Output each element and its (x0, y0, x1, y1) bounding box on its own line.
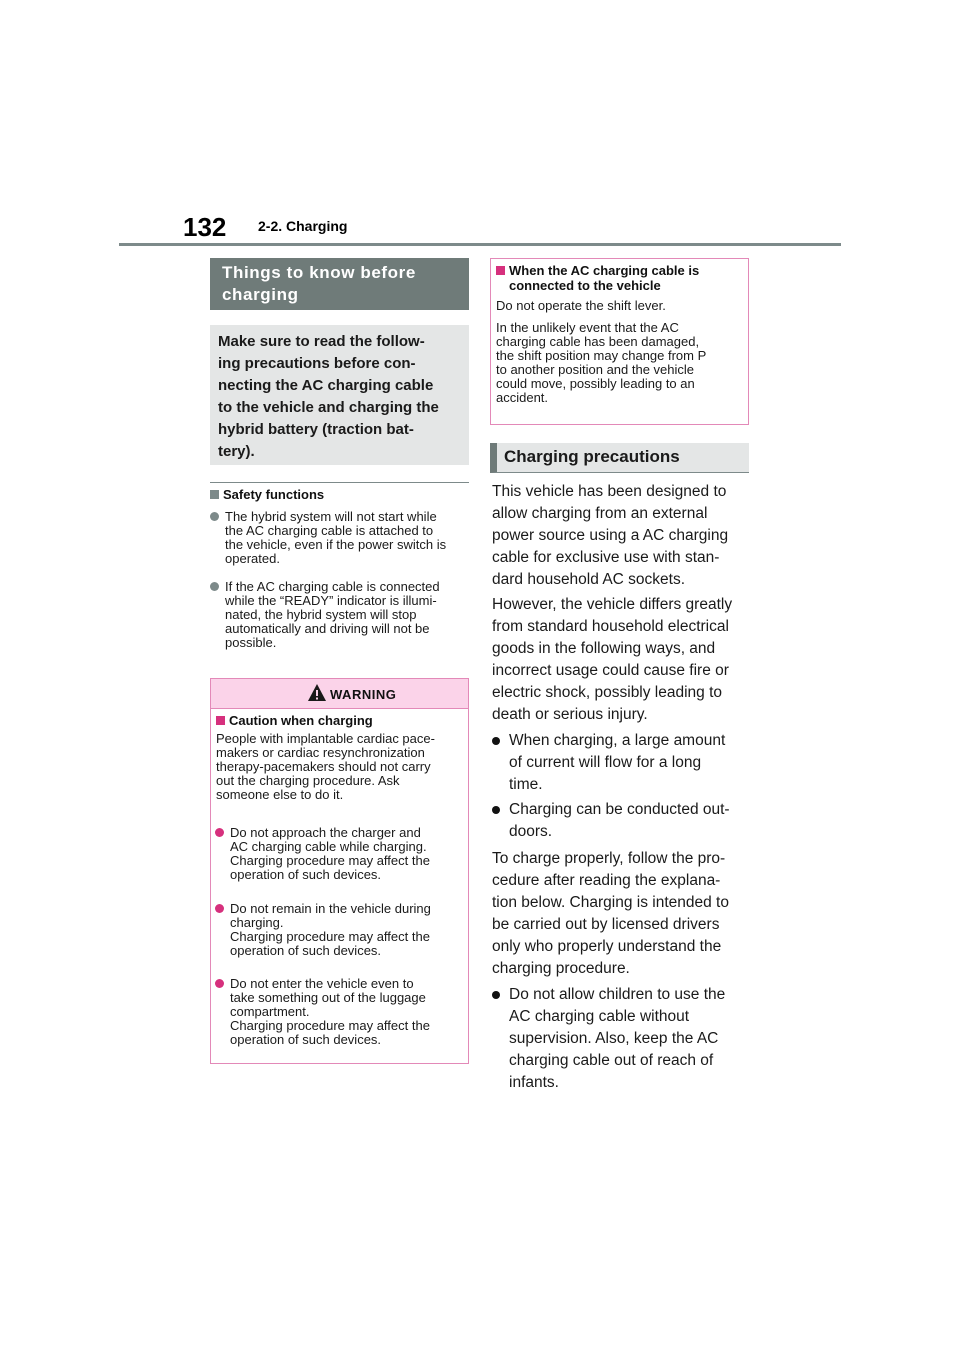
bullet-line: of current will flow for a long (509, 754, 702, 771)
body-line: from standard household electrical (492, 618, 729, 635)
bullet-line: Charging procedure may affect the (230, 853, 430, 868)
warning-header (211, 679, 468, 708)
bullet-dot-icon (492, 991, 500, 999)
header-divider (119, 243, 841, 246)
ac-box-heading (496, 263, 699, 293)
things-to-know-title (210, 258, 469, 310)
bullet-line: supervision. Also, keep the AC (509, 1030, 719, 1047)
list-item (210, 510, 446, 566)
bullet-dot-icon (215, 979, 224, 988)
bullet-dot-icon (215, 904, 224, 913)
square-bullet-icon (210, 490, 219, 499)
safety-heading-text: Safety functions (223, 487, 325, 502)
bullet-dot-icon (215, 828, 224, 837)
intro-line: necting the AC charging cable (218, 377, 434, 394)
bullet-dot-icon (492, 806, 500, 814)
paragraph-1 (492, 481, 728, 591)
things-title-line: Things to know before (222, 263, 416, 282)
ac-para-line: In the unlikely event that the AC (496, 320, 679, 335)
bullet-line: operated. (225, 551, 280, 566)
ac-para-line: to another position and the vehicle (496, 362, 695, 377)
square-bullet-icon (496, 266, 505, 275)
intro-line: hybrid battery (traction bat- (218, 421, 414, 438)
body-line: cable for exclusive use with stan- (492, 549, 720, 566)
square-bullet-icon (216, 716, 225, 725)
bullet-line: charging. (230, 915, 284, 930)
warning-triangle-icon (307, 683, 327, 703)
bullet-line: Charging procedure may affect the (230, 1018, 430, 1033)
bullet-line: Do not enter the vehicle even to (230, 976, 414, 991)
caution-paragraph (216, 732, 435, 802)
bullet-line: while the “READY” indicator is illumi- (225, 593, 437, 608)
caution-line: therapy-pacemakers should not carry (216, 759, 431, 774)
bullet-line: When charging, a large amount (509, 732, 726, 749)
body-line: electric shock, possibly leading to (492, 684, 723, 701)
ac-heading-line: connected to the vehicle (509, 278, 661, 293)
ac-para-line: could move, possibly leading to an (496, 376, 695, 391)
bullet-line: nated, the hybrid system will stop (225, 607, 417, 622)
ac-para-line: the shift position may change from P (496, 348, 707, 363)
list-item (215, 902, 431, 958)
charging-precautions-title: Charging precautions (490, 443, 749, 473)
list-item (490, 984, 725, 1094)
ac-box-line: Do not operate the shift lever. (496, 298, 666, 313)
warning-label: WARNING (330, 687, 397, 702)
bullet-dot-icon (210, 582, 219, 591)
body-line: power source using a AC charging (492, 527, 729, 544)
caution-heading (216, 713, 373, 728)
bullet-line: compartment. (230, 1004, 310, 1019)
bullet-line: Do not remain in the vehicle during (230, 901, 431, 916)
intro-box (210, 325, 469, 465)
list-item (210, 580, 440, 650)
intro-line: tery). (218, 443, 255, 460)
caution-line: makers or cardiac resynchronization (216, 745, 425, 760)
warning-box (210, 678, 469, 1064)
ac-cable-notice-box (490, 258, 749, 425)
bullet-line: take something out of the luggage (230, 990, 426, 1005)
ac-box-paragraph (496, 321, 706, 405)
body-line: To charge properly, follow the pro- (492, 850, 726, 867)
body-line: incorrect usage could cause fire or (492, 662, 729, 679)
bullet-line: automatically and driving will not be (225, 621, 430, 636)
body-line: cedure after reading the explana- (492, 872, 721, 889)
list-item (490, 799, 730, 843)
caution-heading-text: Caution when charging (229, 713, 373, 728)
body-line: death or serious injury. (492, 706, 648, 723)
bullet-line: Charging procedure may affect the (230, 929, 430, 944)
body-line: goods in the following ways, and (492, 640, 716, 657)
body-line: charging procedure. (492, 960, 630, 977)
ac-heading-line: When the AC charging cable is (509, 263, 700, 278)
ac-para-line: accident. (496, 390, 549, 405)
intro-line: to the vehicle and charging the (218, 399, 439, 416)
bullet-dot-icon (492, 737, 500, 745)
bullet-line: charging cable out of reach of (509, 1052, 714, 1069)
bullet-line: If the AC charging cable is connected (225, 579, 440, 594)
bullet-line: Do not allow children to use the (509, 986, 726, 1003)
bullet-line: operation of such devices. (230, 1032, 382, 1047)
body-line: tion below. Charging is intended to (492, 894, 729, 911)
bullet-line: The hybrid system will not start while (225, 509, 437, 524)
list-item (215, 977, 430, 1047)
caution-line: People with implantable cardiac pace- (216, 731, 435, 746)
list-item (490, 730, 725, 796)
bullet-line: AC charging cable while charging. (230, 839, 427, 854)
bullet-line: infants. (509, 1074, 559, 1091)
body-line: This vehicle has been designed to (492, 483, 727, 500)
bullet-line: doors. (509, 823, 553, 840)
intro-line: Make sure to read the follow- (218, 333, 425, 350)
bullet-line: the vehicle, even if the power switch is (225, 537, 447, 552)
body-line: dard household AC sockets. (492, 571, 686, 588)
bullet-line: AC charging cable without (509, 1008, 690, 1025)
bullet-line: time. (509, 776, 543, 793)
bullet-line: possible. (225, 635, 277, 650)
body-line: be carried out by licensed drivers (492, 916, 720, 933)
safety-functions-heading (210, 487, 324, 502)
caution-line: someone else to do it. (216, 787, 344, 802)
body-line: However, the vehicle differs greatly (492, 596, 733, 613)
bullet-line: the AC charging cable is attached to (225, 523, 434, 538)
bullet-line: Do not approach the charger and (230, 825, 421, 840)
bullet-line: operation of such devices. (230, 867, 382, 882)
caution-line: out the charging procedure. Ask (216, 773, 400, 788)
bullet-line: operation of such devices. (230, 943, 382, 958)
section-divider (210, 482, 469, 483)
warning-header-divider (211, 708, 468, 709)
page-number: 132 (183, 212, 227, 242)
ac-para-line: charging cable has been damaged, (496, 334, 700, 349)
body-line: only who properly understand the (492, 938, 722, 955)
bullet-line: Charging can be conducted out- (509, 801, 730, 818)
paragraph-2 (492, 594, 732, 726)
intro-line: ing precautions before con- (218, 355, 416, 372)
section-title: 2-2. Charging (258, 218, 348, 234)
bullet-dot-icon (210, 512, 219, 521)
body-line: allow charging from an external (492, 505, 708, 522)
paragraph-3 (492, 848, 729, 980)
things-title-line: charging (222, 285, 299, 304)
list-item (215, 826, 430, 882)
